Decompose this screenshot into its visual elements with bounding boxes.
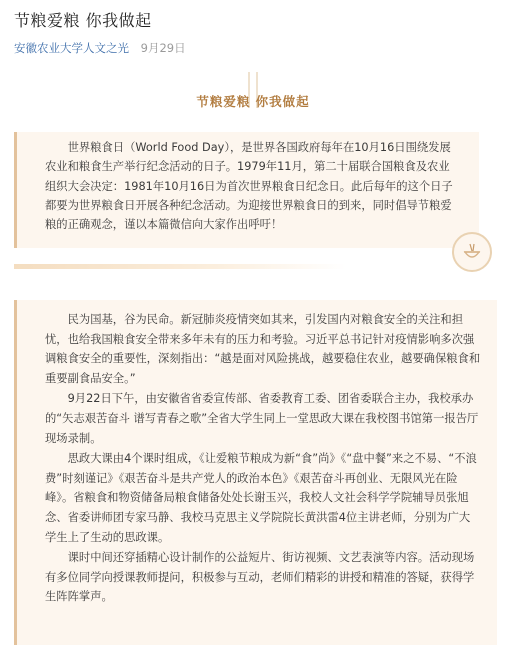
decorative-ribbon [14,264,346,269]
account-name-link[interactable]: 安徽农业大学人文之光 [14,41,129,55]
post-date: 9月29日 [140,41,186,55]
body-text [45,310,481,608]
article-meta [14,40,186,56]
body-paragraph-2: 9月22日下午，由安徽省省委宣传部、省委教育工委、团省委联合主办，我校承办的“矢志艰苦奋斗 谱写青春之歌”全省大学生同上一堂思政大课在我校图书馆第一报告厅现场录制。 [45,392,479,445]
banner-title: 节粮爱粮 你我做起 [196,94,310,109]
body-box [14,300,497,645]
intro-text: 世界粮食日（World Food Day），是世界各国政府每年在10月16日围绕发展农业和粮食生产举行纪念活动的日子。1979年11月，第二十届联合国粮食及农业组织大会决定：1981年10月16日为首次世界粮食日纪念日。此后每年的这个日子都要为世界粮食日开展各种纪念活动。为迎接世界粮食日的到来，同时倡导节粮爱粮的正确观念，谨以本篇微信向大家作出呼吁！ [45,141,453,232]
body-paragraph-1: 民为国基，谷为民命。新冠肺炎疫情突如其来，引发国内对粮食安全的关注和担忧，也给我国粮食安全带来多年未有的压力和考验。习近平总书记针对疫情影响多次强调粮食安全的重要性，深刻指出：“越是面对风险挑战，越要稳住农业，越要确保粮食和重要副食品安全。” [45,313,481,385]
rice-bowl-icon [452,232,492,272]
intro-box [14,132,479,248]
article-title: 节粮爱粮 你我做起 [14,11,152,30]
title-banner [0,68,506,138]
body-paragraph-4: 课时中间还穿插精心设计制作的公益短片、街访视频、文艺表演等内容。活动现场有多位同学向授课教师提问，积极参与互动，老师们精彩的讲授和精准的答疑，获得学生阵阵掌声。 [45,551,475,604]
body-paragraph-3: 思政大课由4个课时组成，《让爱粮节粮成为新“食”尚》《“盘中餐”来之不易、“不浪费”时刻谨记》《艰苦奋斗是共产党人的政治本色》《艰苦奋斗再创业、无限风光在险峰》。省粮食和物资储备局粮食储备处处长谢玉兴，我校人文社会科学学院辅导员张旭念、省委讲师团专家马静、我校马克思主义学院院长黄洪雷4位主讲老师，分别为广大学生上了生动的思政课。 [45,452,477,544]
